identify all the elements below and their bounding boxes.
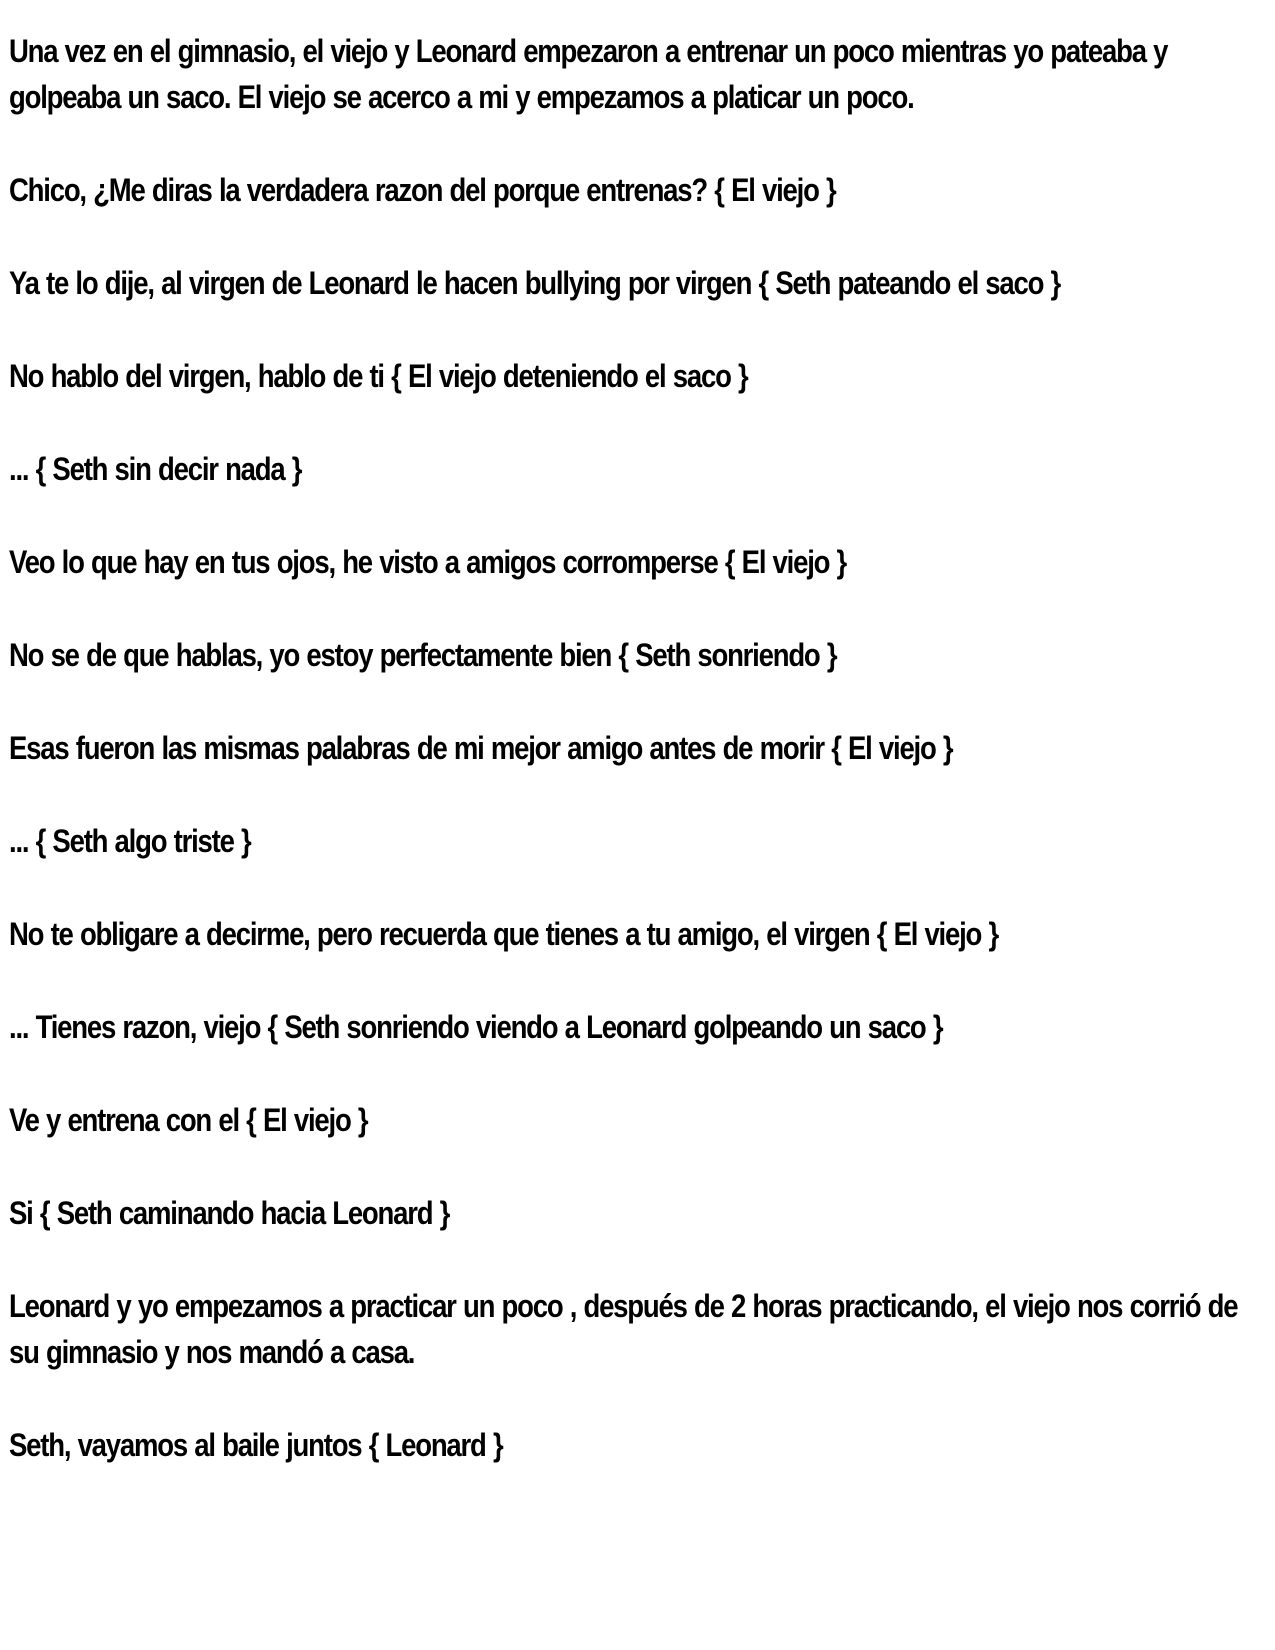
paragraph-dialogue: Seth, vayamos al baile juntos { Leonard } (9, 1427, 503, 1463)
paragraph-narration-gym: Una vez en el gimnasio, el viejo y Leonard empezaron a entrenar un poco mientras yo pateaba y golpeaba un saco. El viejo se acerco a mi y empezamos a platicar un poco. (9, 33, 1168, 115)
paragraph-dialogue: ... Tienes razon, viejo { Seth sonriendo viendo a Leonard golpeando un saco } (9, 1009, 943, 1045)
paragraph-dialogue: Chico, ¿Me diras la verdadera razon del porque entrenas? { El viejo } (9, 172, 836, 208)
story-text (9, 28, 1259, 1515)
paragraph-dialogue: Ya te lo dije, al virgen de Leonard le hacen bullying por virgen { Seth pateando el saco } (9, 265, 1061, 301)
paragraph-dialogue: No se de que hablas, yo estoy perfectamente bien { Seth sonriendo } (9, 637, 837, 673)
paragraph-dialogue: Veo lo que hay en tus ojos, he visto a amigos corromperse { El viejo } (9, 544, 847, 580)
paragraph-narration-practice: Leonard y yo empezamos a practicar un poco , después de 2 horas practicando, el viejo nos corrió de su gimnasio y nos mandó a casa. (9, 1288, 1238, 1370)
paragraph-dialogue: ... { Seth sin decir nada } (9, 451, 302, 487)
paragraph-dialogue: No hablo del virgen, hablo de ti { El viejo deteniendo el saco } (9, 358, 748, 394)
paragraph-dialogue: Si { Seth caminando hacia Leonard } (9, 1195, 450, 1231)
paragraph-dialogue: Esas fueron las mismas palabras de mi mejor amigo antes de morir { El viejo } (9, 730, 953, 766)
paragraph-dialogue: ... { Seth algo triste } (9, 823, 251, 859)
paragraph-dialogue: No te obligare a decirme, pero recuerda que tienes a tu amigo, el virgen { El viejo } (9, 916, 998, 952)
paragraph-dialogue: Ve y entrena con el { El viejo } (9, 1102, 368, 1138)
